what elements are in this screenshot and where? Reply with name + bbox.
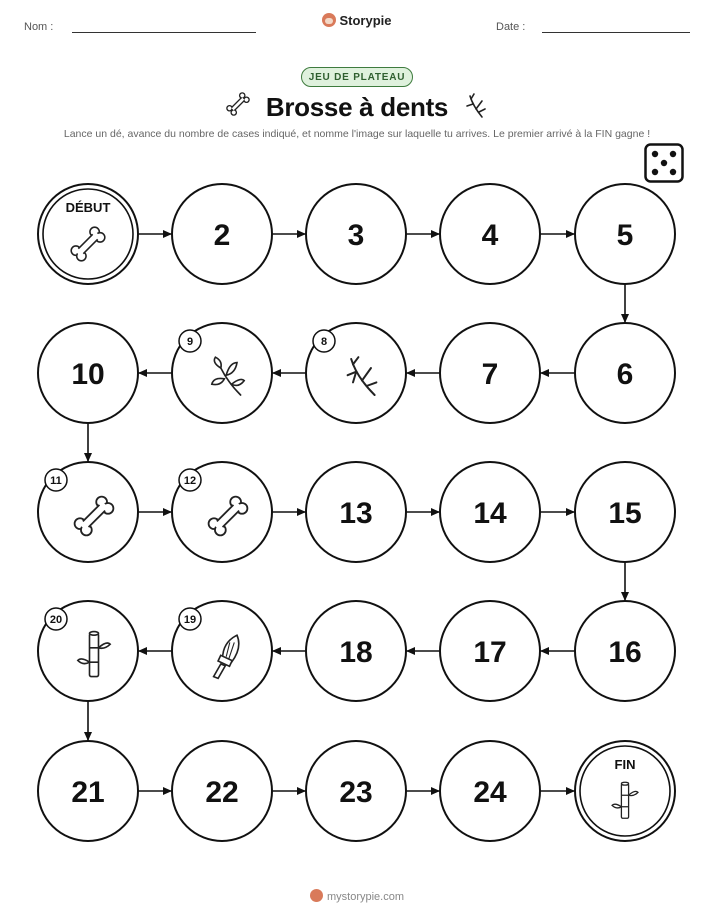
space-number: 18 — [339, 636, 373, 669]
page-title: Brosse à dents — [265, 92, 449, 122]
space-number: 8 — [320, 336, 328, 348]
space-number: 17 — [473, 636, 507, 669]
path-arrow — [272, 787, 306, 795]
path-arrow — [540, 230, 575, 238]
board-space-18 — [306, 601, 406, 701]
space-number: 2 — [213, 219, 231, 252]
board-space-20 — [38, 601, 138, 701]
board-space-3 — [306, 184, 406, 284]
board-space-9 — [172, 323, 272, 423]
space-number: 21 — [71, 776, 105, 809]
footer — [0, 889, 714, 903]
path-arrow — [138, 647, 172, 655]
space-number: 9 — [186, 336, 194, 348]
board-space-10 — [38, 323, 138, 423]
path-arrow — [138, 369, 172, 377]
path-arrow — [406, 647, 440, 655]
path-arrow — [138, 787, 172, 795]
board-space-21 — [38, 741, 138, 841]
path-arrow — [272, 230, 306, 238]
space-number: 5 — [616, 219, 634, 252]
space-number: 24 — [473, 776, 507, 809]
space-number: 22 — [205, 776, 239, 809]
board-space-16 — [575, 601, 675, 701]
path-arrow — [540, 508, 575, 516]
board-space-14 — [440, 462, 540, 562]
path-arrow — [138, 230, 172, 238]
path-arrow — [272, 647, 306, 655]
game-type-badge: JEU DE PLATEAU — [301, 67, 413, 87]
space-number: 11 — [50, 475, 62, 487]
board-space-1 — [38, 184, 138, 284]
space-number: 4 — [481, 219, 499, 252]
path-arrow — [406, 508, 440, 516]
footer-url: mystorypie.com — [326, 891, 405, 903]
board-space-11 — [38, 462, 138, 562]
path-arrow — [406, 230, 440, 238]
space-number: 7 — [481, 358, 499, 391]
board-space-24 — [440, 741, 540, 841]
space-label: DÉBUT — [65, 200, 111, 215]
path-arrow — [272, 508, 306, 516]
path-arrow — [84, 423, 92, 462]
space-number: 10 — [71, 358, 105, 391]
space-number: 3 — [347, 219, 365, 252]
space-number: 20 — [49, 614, 63, 626]
space-label: FIN — [614, 757, 636, 772]
path-arrow — [540, 787, 575, 795]
board-space-19 — [172, 601, 272, 701]
path-arrow — [621, 284, 629, 323]
board-space-22 — [172, 741, 272, 841]
space-number: 12 — [183, 475, 197, 487]
space-number: 16 — [608, 636, 642, 669]
date-label: Date : — [496, 21, 526, 33]
board-space-7 — [440, 323, 540, 423]
space-number: 19 — [183, 614, 197, 626]
path-arrow — [540, 369, 575, 377]
board-space-4 — [440, 184, 540, 284]
space-number: 13 — [339, 497, 373, 530]
path-arrow — [540, 647, 575, 655]
space-number: 6 — [616, 358, 634, 391]
name-label: Nom : — [24, 21, 54, 33]
space-number: 15 — [608, 497, 642, 530]
board-space-23 — [306, 741, 406, 841]
board-space-5 — [575, 184, 675, 284]
board-space-12 — [172, 462, 272, 562]
board-space-6 — [575, 323, 675, 423]
board-space-2 — [172, 184, 272, 284]
space-number: 14 — [473, 497, 507, 530]
path-arrow — [406, 787, 440, 795]
brand-name: Storypie — [339, 13, 392, 28]
board-space-13 — [306, 462, 406, 562]
path-arrow — [406, 369, 440, 377]
path-arrow — [138, 508, 172, 516]
board-space-15 — [575, 462, 675, 562]
space-number: 23 — [339, 776, 373, 809]
board-space-17 — [440, 601, 540, 701]
path-arrow — [272, 369, 306, 377]
instructions: Lance un dé, avance du nombre de cases indiqué, et nomme l'image sur laquelle tu arrives. Le premier arrivé à la FIN gagne ! — [63, 128, 651, 140]
path-arrow — [84, 701, 92, 741]
path-arrow — [621, 562, 629, 601]
storypie-logo-icon — [310, 889, 323, 902]
